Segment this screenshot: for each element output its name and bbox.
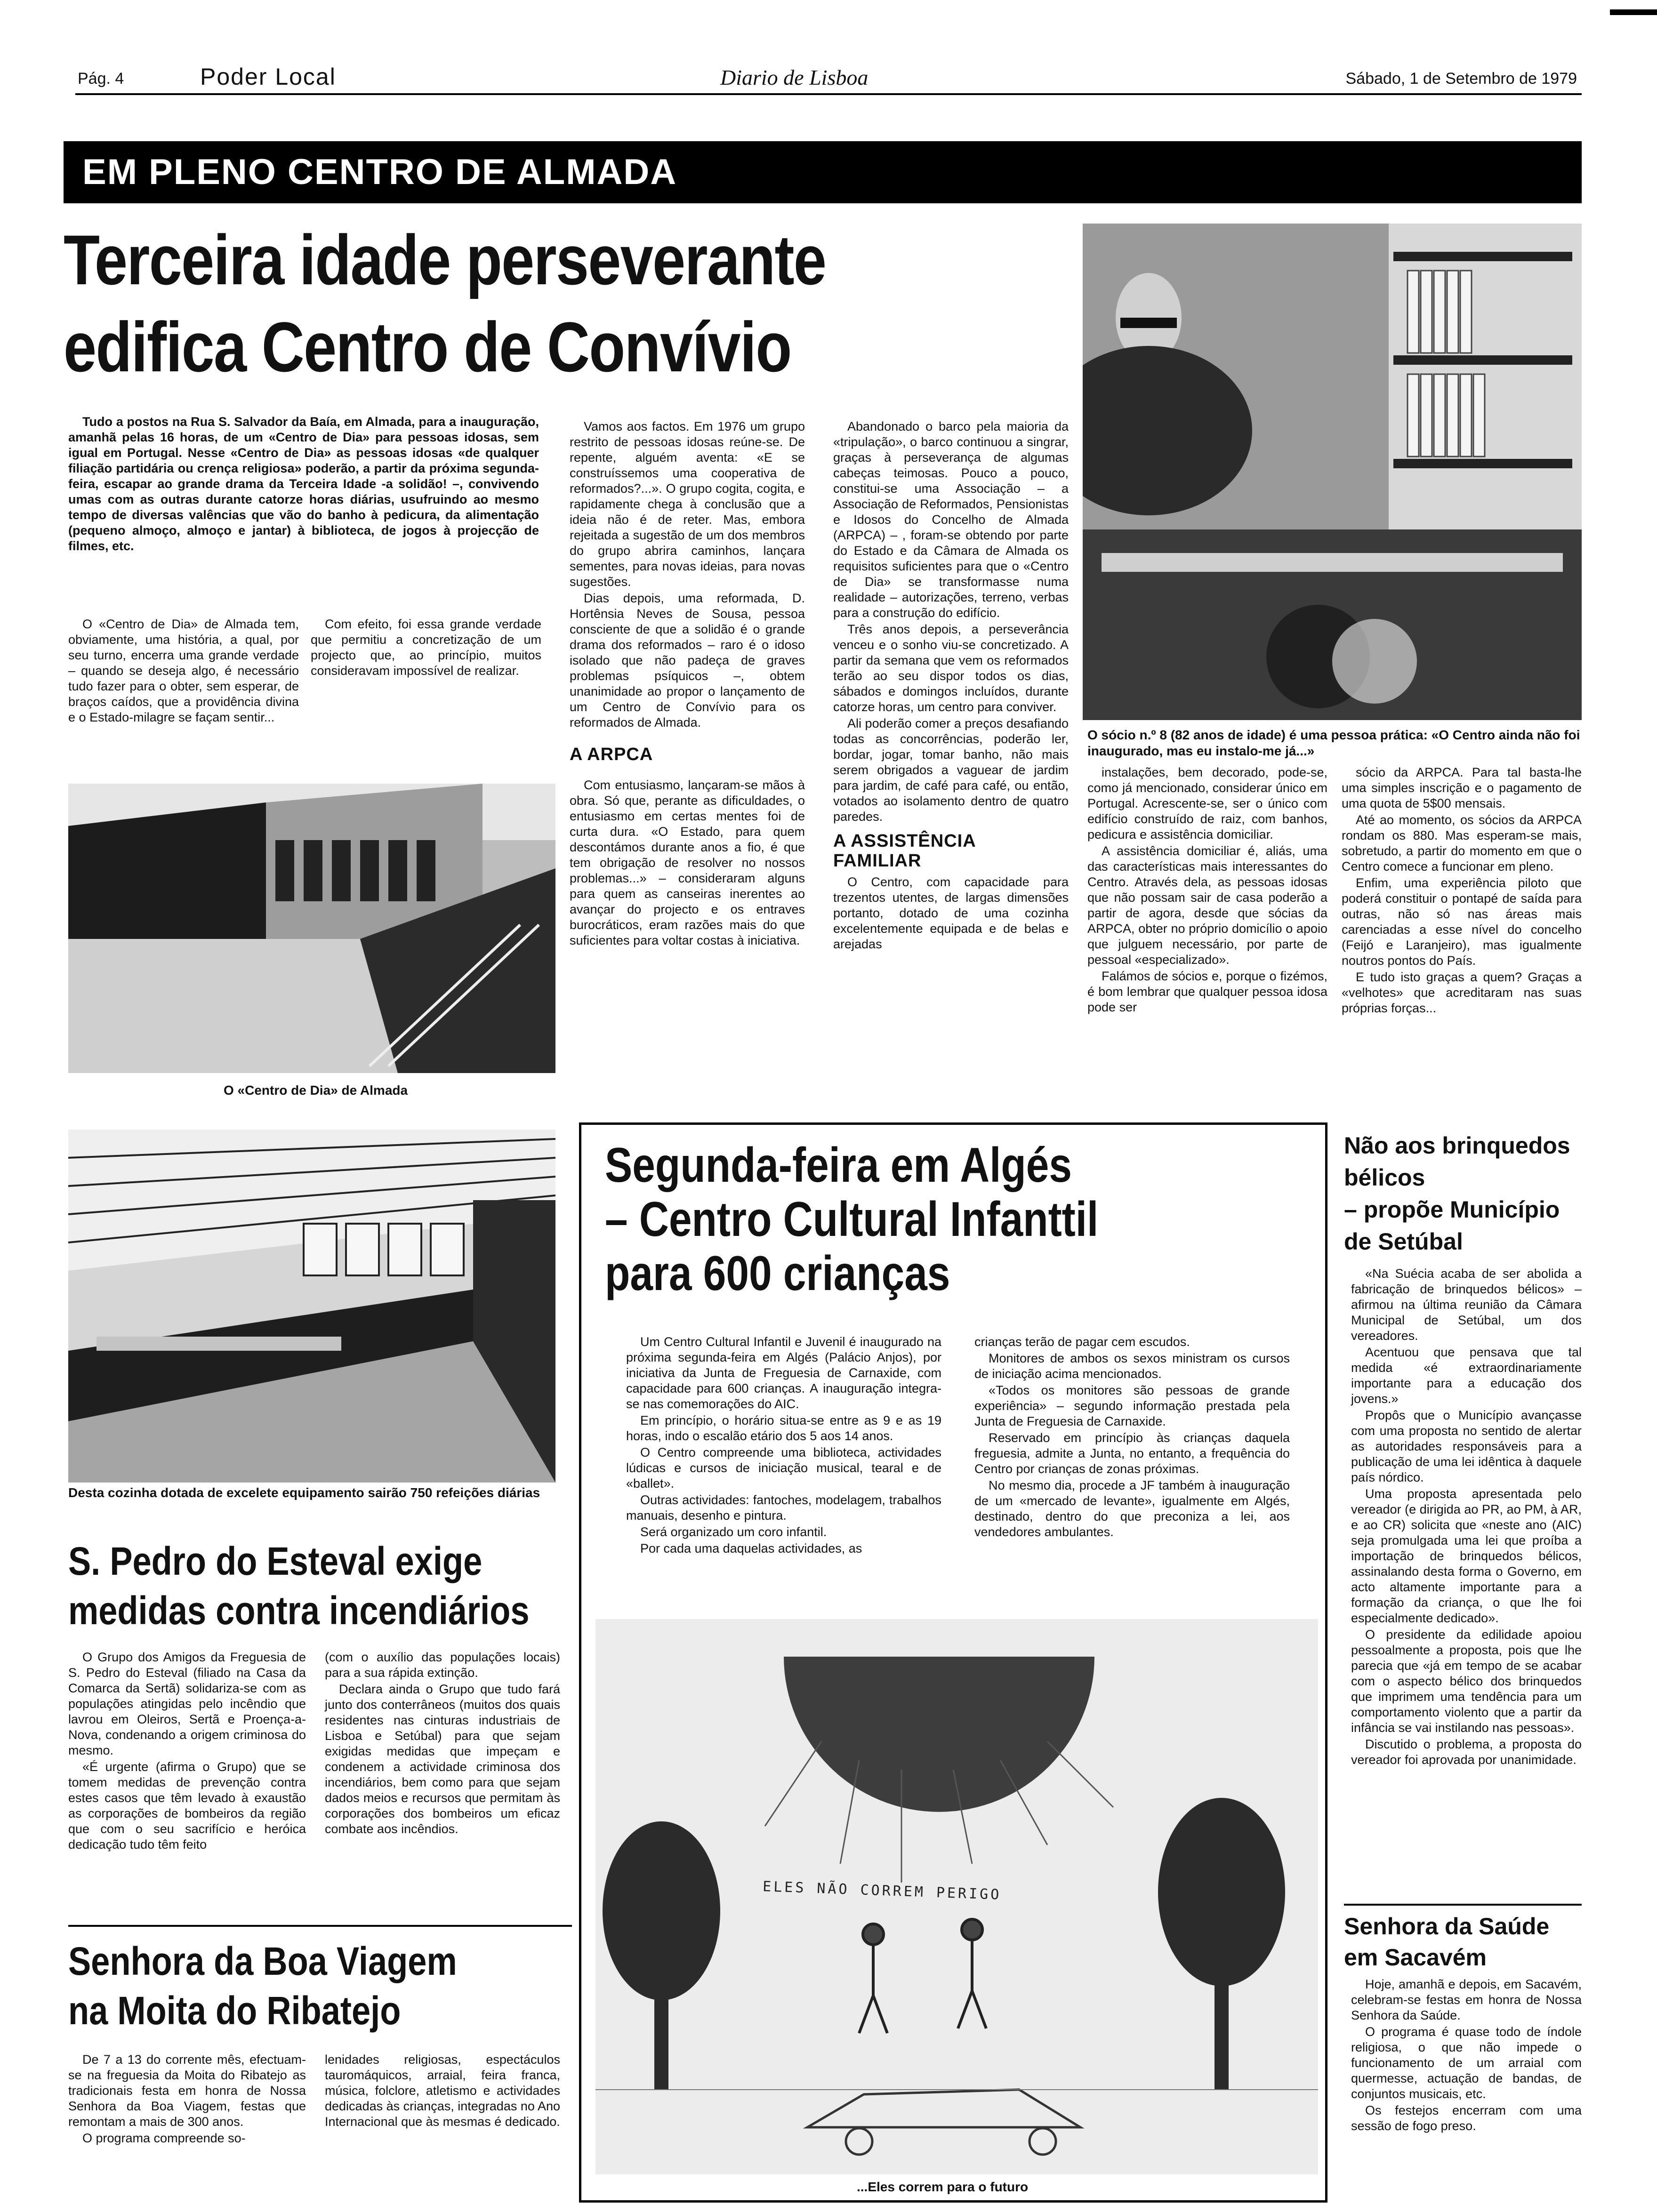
main-col6-paragraph: E tudo isto graças a quem? Graças a «velhotes» que acreditaram nas suas próprias forças... — [1342, 970, 1582, 1015]
main-col4-paragraph: Três anos depois, a perseverância venceu e o sonho viu-se concretizado. A partir da semana que vem os reformados terão ao seu dispor todos os dias, sábados e domingos incluídos, durante catorze horas, um centro para conviver. — [833, 622, 1069, 714]
saude-paragraph: O programa é quase todo de índole religiosa, o que não impede o funcionamento de um arraial com quermesse, actuação de bandas, de conjuntos musicais, etc. — [1351, 2025, 1582, 2101]
kicker-text: EM PLENO CENTRO DE ALMADA — [82, 152, 677, 192]
issue-date: Sábado, 1 de Setembro de 1979 — [1345, 70, 1577, 88]
saude-headline-line1: Senhora da Saúde — [1344, 1913, 1550, 1940]
photo-kitchen-illustration — [68, 1130, 555, 1483]
brinquedos-paragraph: «Na Suécia acaba de ser abolida a fabricação de brinquedos bélicos» – afirmou na última reunião da Câmara Municipal de Setúbal, um dos vereadores. — [1351, 1266, 1582, 1343]
alges-headline-line3: para 600 crianças — [605, 1246, 950, 1301]
main-col4 — [833, 419, 1069, 953]
sao-pedro-col2 — [325, 1650, 560, 1838]
page-edge-marker — [1610, 9, 1657, 15]
photo-socio-illustration — [1083, 224, 1582, 720]
brinquedos-headline-line3: – propõe Município — [1344, 1196, 1560, 1223]
brinquedos-headline-line1: Não aos brinquedos — [1344, 1132, 1570, 1159]
saude-rule — [1344, 1904, 1582, 1906]
main-col2: Com efeito, foi essa grande verdade que permitiu a concretização de um projecto que, ao princípio, muitos consideravam impossível de realizar. — [311, 617, 541, 678]
masthead-rule — [75, 93, 1582, 95]
main-col4-paragraph: O Centro, com capacidade para trezentos utentes, de largas dimensões portanto, dotado de uma cozinha excelentemente equipada e de belas e arejadas — [833, 875, 1069, 951]
alges-paragraph: Reservado em princípio às crianças daquela freguesia, admite a Junta, no entanto, a frequência do Centro por crianças de zonas próximas. — [974, 1431, 1290, 1476]
main-headline-line1: Terceira idade perseverante — [64, 220, 826, 299]
main-col4-paragraph: Ali poderão comer a preços desafiando todas as concorrências, poderão ler, bordar, jogar, tomar banho, não mais serem obrigados a vaguear de jardim para jardim, de café para café, ou então, votados ao isolamento dentro de quatro paredes. — [833, 716, 1069, 824]
drawing-handwritten-text: ELES NÃO CORREM PERIGO — [762, 1878, 1002, 1903]
main-col6 — [1342, 765, 1582, 1017]
main-col1: O «Centro de Dia» de Almada tem, obviamente, uma história, a qual, por seu turno, encerra uma grande verdade – quando se deseja algo, é necessário tudo fazer para o obter, sem esperar, de braços caídos, que a providência divina e o Estado-milagre se façam sentir... — [68, 617, 299, 724]
alges-headline-line1: Segunda-feira em Algés — [605, 1138, 1072, 1193]
assistencia-subhead-line1: A ASSISTÊNCIA — [833, 831, 976, 851]
sao-pedro-headline-line2: medidas contra incendiários — [68, 1588, 530, 1633]
saude-headline-line2: em Sacavém — [1344, 1944, 1487, 1971]
main-col3-paragraph: Com entusiasmo, lançaram-se mãos à obra. Só que, perante as dificuldades, o entusiasmo em certas mentes foi de curta dura. «O Estado, para quem descontámos durante anos a fio, é que tem obrigação de resolver no nossos problemas...» – consideraram alguns para quem as canseiras inerentes ao avançar do projecto e os entraves burocráticos, eram razões mais do que suficientes para voltar costas à iniciativa. — [570, 778, 805, 947]
photo-kitchen — [68, 1130, 555, 1483]
main-col6-paragraph: Até ao momento, os sócios da ARPCA rondam os 880. Mas esperam-se mais, sobretudo, a partir do momento em que o Centro comece a funcionar em pleno. — [1342, 813, 1582, 874]
main-col3-paragraph: Dias depois, uma reformada, D. Hortênsia Neves de Sousa, pessoa consciente de que a solidão é o grande drama dos reformados – raro é o idoso isolado que não padeça de graves problemas psíquicos –, obtem unanimidade ao propor o lançamento de um Centro de Convívio para os reformados de Almada. — [570, 591, 805, 729]
alges-paragraph: O Centro compreende uma biblioteca, actividades lúdicas e cursos de iniciação musical, tearal e de «ballet». — [626, 1445, 941, 1491]
newspaper-name: Diario de Lisboa — [720, 65, 869, 89]
photo-kitchen-caption: Desta cozinha dotada de excelete equipamento sairão 750 refeições diárias — [68, 1485, 540, 1500]
alges-headline-line2: – Centro Cultural Infanttil — [605, 1192, 1099, 1247]
photo-socio — [1083, 224, 1582, 720]
alges-paragraph: No mesmo dia, procede a JF também à inauguração de um «mercado de levante», igualmente em Algés, destinado, dentro do que preconiza a lei, aos vendedores ambulantes. — [974, 1478, 1290, 1539]
alges-drawing — [595, 1619, 1318, 2174]
main-col5-paragraph: A assistência domiciliar é, aliás, uma das características mais interessantes do Centro. Através dela, as pessoas idosas que não possam sair de casa poderão a partir de agora, desde que sócias da ARPCA, obter no próprio domicílio o apoio que julguem necessário, por parte de pessoal «especializado». — [1087, 844, 1327, 967]
alges-paragraph: Será organizado um coro infantil. — [640, 1525, 827, 1539]
photo-building-illustration — [68, 784, 555, 1073]
kicker-bar — [64, 141, 1582, 203]
main-col6-paragraph: Enfim, uma experiência piloto que poderá constituir o pontapé de saída para outras, não só nas áreas mais carenciadas a esse nível do concelho (Feijó e Laranjeiro), mas igualmente noutros pontos do País. — [1342, 876, 1582, 968]
boa-viagem-headline-line1: Senhora da Boa Viagem — [68, 1939, 457, 1983]
sao-pedro-paragraph: O Grupo dos Amigos da Freguesia de S. Pedro do Esteval (filiado na Casa da Comarca da Sertã) solidariza-se com as populações atingidas pelo incêndio que lavrou em Oleiros, Sertã e Proença-a-Nova, condenando a origem criminosa do mesmo. — [68, 1650, 306, 1757]
saude-headline — [1344, 1911, 1579, 1973]
main-col5-paragraph: Falámos de sócios e, porque o fizémos, é bom lembrar que qualquer pessoa idosa pode ser — [1087, 969, 1327, 1014]
boa-viagem-paragraph: De 7 a 13 do corrente mês, efectuam-se na freguesia da Moita do Ribatejo as tradicionais festa em honra de Nossa Senhora da Boa Viagem, festas que remontam a mais de 300 anos. — [68, 2052, 306, 2129]
sao-pedro-col1 — [68, 1650, 306, 1853]
main-headline-line2: edifica Centro de Convívio — [64, 307, 791, 386]
main-col3 — [570, 419, 805, 949]
main-col5-paragraph: instalações, bem decorado, pode-se, como já mencionado, considerar único em Portugal. Acrescente-se, ser o único com edifício construído de raiz, com banhos, pedicura e assistência domiciliar. — [1087, 765, 1327, 842]
brinquedos-body — [1351, 1266, 1582, 1769]
arpca-subhead: A ARPCA — [570, 745, 653, 764]
brinquedos-headline-line4: de Setúbal — [1344, 1228, 1463, 1255]
brinquedos-paragraph: Discutido o problema, a proposta do vereador foi aprovada por unanimidade. — [1351, 1737, 1582, 1767]
photo-building — [68, 784, 555, 1073]
brinquedos-paragraph: Acentuou que pensava que tal medida «é extraordinariamente importante para a educação dos jovens.» — [1351, 1345, 1582, 1406]
assistencia-subhead-line2: FAMILIAR — [833, 851, 922, 871]
alges-paragraph: Em princípio, o horário situa-se entre as 9 e as 19 horas, indo o escalão etário dos 5 aos 14 anos. — [626, 1413, 941, 1443]
saude-paragraph: Hoje, amanhã e depois, em Sacavém, celebram-se festas em honra de Nossa Senhora da Saúde. — [1351, 1977, 1582, 2022]
page-number: Pág. 4 — [78, 70, 124, 88]
sao-pedro-headline-line1: S. Pedro do Esteval exige — [68, 1539, 483, 1583]
brinquedos-paragraph: Propôs que o Município avançasse com uma proposta no sentido de alertar as autoridades responsáveis para a publicação de uma lei idêntica à daquele país nórdico. — [1351, 1408, 1582, 1484]
main-col3-paragraph: Vamos aos factos. Em 1976 um grupo restrito de pessoas idosas reúne-se. De repente, alguém aventa: «E se construíssemos uma cooperativa de reformados?...». O grupo cogita, cogita, e rapidamente chega à conclusão que a ideia não é de reter. Mas, embora rejeitada a sugestão de um dos membros do grupo abrira caminhos, lançara sementes, para novas ideias, para novas sugestões. — [570, 419, 805, 589]
alges-paragraph: crianças terão de pagar cem escudos. — [974, 1335, 1190, 1349]
main-col5 — [1087, 765, 1327, 1016]
boa-viagem-col1 — [68, 2052, 306, 2147]
alges-col1 — [626, 1334, 941, 1557]
main-lead: Tudo a postos na Rua S. Salvador da Baía, em Almada, para a inauguração, amanhã pelas 16 horas, de um «Centro de Dia» para pessoas idosas, sem igual em Portugal. Nesse «Centro de Dia» as pessoas idosas «de qualquer filiação partidária ou crença religiosa» poderão, a partir da próxima segunda-feira, escapar ao grande drama da Terceira Idade -a solidão! –, convivendo umas com as outras durante catorze horas diárias, usufruindo ao mesmo tempo de diversas valências que vão do banho à pedicura, da alimentação (pequeno almoço, almoço e jantar) à biblioteca, de jogos à projecção de filmes, etc. — [68, 415, 539, 553]
brinquedos-paragraph: Uma proposta apresentada pelo vereador (e dirigida ao PR, ao PM, à AR, e ao CR) solicita que «neste ano (AIC) seja promulgada uma lei que proíba a importação de brinquedos bélicos, assinalando desta forma o Governo, em acto altamente importante para a formação da criança, o que lhe foi especialmente dedicado». — [1351, 1487, 1582, 1625]
boa-viagem-col2 — [325, 2052, 560, 2131]
sao-pedro-paragraph: Declara ainda o Grupo que tudo fará junto dos conterrâneos (muitos dos quais residentes nas cinturas industriais de Lisboa e Setúbal) para que sejam exigidas medidas que impeçam e condenem a actividade criminosa dos incendiários, bem como para que sejam dados meios e recursos que permitam às corporações dos bombeiros um eficaz combate aos incêndios. — [325, 1682, 560, 1836]
brinquedos-headline — [1344, 1130, 1579, 1258]
alges-paragraph: Um Centro Cultural Infantil e Juvenil é inaugurado na próxima segunda-feira em Algés (Palácio Anjos), por iniciativa da Junta de Freguesia de Carnaxide, com capacidade para 600 crianças. A inauguração integra-se nas comemorações do AIC. — [626, 1335, 941, 1411]
brinquedos-paragraph: O presidente da edilidade apoiou pessoalmente a proposta, pois que lhe parecia que «já em tempo de se acabar com o aspecto bélico dos brinquedos que imprimem uma tendência para um comportamento violento que a partir da infância se vai instilando nas pessoas». — [1351, 1627, 1582, 1735]
alges-paragraph: Outras actividades: fantoches, modelagem, trabalhos manuais, desenho e pintura. — [626, 1493, 941, 1523]
boa-viagem-paragraph: lenidades religiosas, espectáculos tauromáquicos, arraial, feira franca, música, folclore, atletismo e actividades dedicadas às crianças, integradas no Ano Internacional que às mesmas é dedicado. — [325, 2052, 560, 2129]
section-name: Poder Local — [200, 64, 336, 90]
boa-viagem-headline-line2: na Moita do Ribatejo — [68, 1988, 401, 2033]
saude-paragraph: Os festejos encerram com uma sessão de fogo preso. — [1351, 2103, 1582, 2133]
brinquedos-headline-line2: bélicos — [1344, 1164, 1425, 1191]
main-col6-paragraph: sócio da ARPCA. Para tal basta-lhe uma simples inscrição e o pagamento de uma quota de 5$00 mensais. — [1342, 765, 1582, 810]
photo-building-caption: O «Centro de Dia» de Almada — [224, 1083, 408, 1098]
photo-socio-caption: O sócio n.º 8 (82 anos de idade) é uma pessoa prática: «O Centro ainda não foi inaugurado, mas eu instalo-me já...» — [1087, 728, 1580, 758]
sao-pedro-paragraph: (com o auxílio das populações locais) para a sua rápida extinção. — [325, 1650, 560, 1680]
alges-paragraph: Por cada uma daquelas actividades, as — [640, 1541, 862, 1555]
alges-drawing-caption: ...Eles correm para o futuro — [857, 2180, 1029, 2194]
section-rule — [68, 1925, 572, 1927]
main-col4-paragraph: Abandonado o barco pela maioria da «tripulação», o barco continuou a singrar, graças à perseverança de algumas cabeças teimosas. Pouco a pouco, constitui-se uma Associação – a Associação de Reformados, Pensionistas e Idosos do Concelho de Almada (ARPCA) – , foram-se obtendo por parte do Estado e da Câmara de Almada os requisitos suficientes para que o «Centro de Dia» se transformasse numa realidade – autorizações, terreno, verbas para a construção do edifício. — [833, 419, 1069, 620]
sao-pedro-paragraph: «É urgente (afirma o Grupo) que se tomem medidas de prevenção contra estes casos que têm levado à exaustão as corporações de bombeiros da região que com o seu sacrifício e heróica dedicação tudo têm feito — [68, 1760, 306, 1851]
alges-paragraph: Monitores de ambos os sexos ministram os cursos de iniciação acima mencionados. — [974, 1351, 1290, 1381]
masthead — [61, 61, 1582, 94]
saude-body — [1351, 1977, 1582, 2135]
alges-col2 — [974, 1334, 1290, 1541]
boa-viagem-paragraph: O programa compreende so- — [82, 2131, 246, 2145]
alges-paragraph: «Todos os monitores são pessoas de grande experiência» – segundo informação prestada pela Junta de Freguesia de Carnaxide. — [974, 1383, 1290, 1428]
